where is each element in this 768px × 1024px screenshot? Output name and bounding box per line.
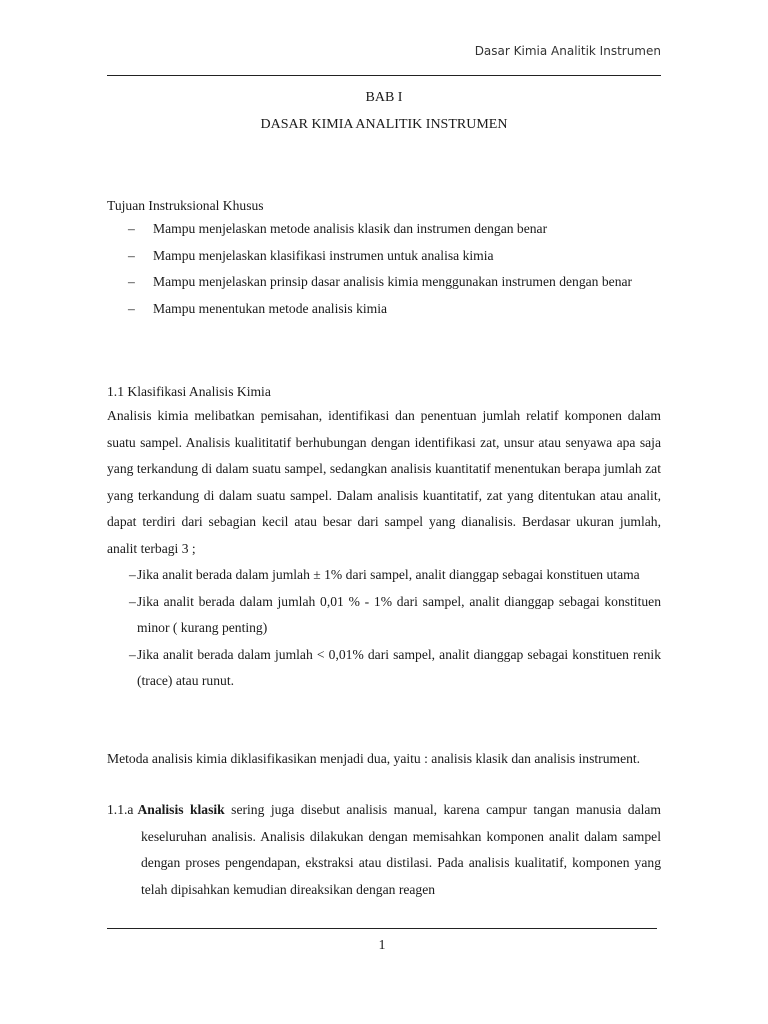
dash-marker: – bbox=[129, 646, 136, 662]
objective-text: Mampu menentukan metode analisis kimia bbox=[153, 300, 388, 316]
footer-rule bbox=[107, 928, 657, 929]
analyte-class-item bbox=[107, 589, 661, 642]
chapter-title: DASAR KIMIA ANALITIK INSTRUMEN bbox=[260, 117, 508, 132]
dash-marker: – bbox=[128, 221, 135, 236]
header-rule bbox=[107, 75, 661, 76]
analyte-class-text: Jika analit berada dalam jumlah ± 1% dari sampel, analit dianggap sebagai konstituen utama bbox=[137, 567, 640, 582]
dash-marker: – bbox=[128, 274, 135, 289]
method-paragraph: Metoda analisis kimia diklasifikasikan menjadi dua, yaitu : analisis klasik dan analisis instrument. bbox=[107, 751, 641, 766]
analyte-class-item bbox=[107, 642, 661, 695]
objective-text: Mampu menjelaskan metode analisis klasik dan instrumen dengan benar bbox=[153, 221, 548, 236]
objective-item bbox=[107, 296, 661, 323]
dash-marker: – bbox=[128, 247, 135, 263]
dash-marker: – bbox=[128, 300, 135, 316]
item-term: Analisis klasik bbox=[137, 802, 225, 817]
page-number: 1 bbox=[378, 938, 386, 953]
item-text: sering juga disebut analisis manual, karena campur tangan manusia dalam keseluruhan analisis. Analisis dilakukan dengan memisahkan komponen analit dalam sampel dengan proses pengendapan, ekstraksi atau distilasi. Pada analisis kualitatif, komponen yang telah dipisahkan kemudian direaksikan dengan reagen bbox=[141, 802, 661, 897]
chapter-number: BAB I bbox=[365, 90, 403, 105]
item-number: 1.1.a bbox=[107, 802, 134, 817]
dash-marker: – bbox=[129, 567, 136, 582]
analyte-class-item bbox=[107, 562, 661, 589]
dash-marker: – bbox=[129, 593, 136, 609]
running-header: Dasar Kimia Analitik Instrumen bbox=[474, 44, 661, 58]
objective-item bbox=[107, 269, 661, 296]
objectives-list bbox=[107, 216, 661, 322]
objectives-heading: Tujuan Instruksional Khusus bbox=[107, 198, 264, 213]
objective-text: Mampu menjelaskan klasifikasi instrumen untuk analisa kimia bbox=[153, 247, 494, 263]
analyte-classes-list bbox=[107, 562, 661, 695]
objective-text: Mampu menjelaskan prinsip dasar analisis kimia menggunakan instrumen dengan benar bbox=[153, 274, 633, 289]
analyte-class-text: Jika analit berada dalam jumlah 0,01 % - 1% dari sampel, analit dianggap sebagai konstituen minor ( kurang penting) bbox=[137, 593, 661, 635]
section-paragraph: Analisis kimia melibatkan pemisahan, identifikasi dan penentuan jumlah relatif komponen dalam suatu sampel. Analisis kualititatif berhubungan dengan identifikasi zat, unsur atau senyawa apa saja yang terkandung di dalam suatu sampel, sedangkan analisis kuantitatif menentukan berapa jumlah zat yang terkandung di dalam suatu sampel. Dalam analisis kuantitatif, zat yang ditentukan atau analit, dapat terdiri dari sebagian kecil atau besar dari sampel yang dianalisis. Berdasar ukuran jumlah, analit terbagi 3 ; bbox=[107, 408, 661, 556]
objective-item bbox=[107, 216, 661, 243]
objective-item bbox=[107, 243, 661, 270]
analyte-class-text: Jika analit berada dalam jumlah < 0,01% dari sampel, analit dianggap sebagai konstituen renik (trace) atau runut. bbox=[137, 646, 661, 688]
classic-analysis-paragraph bbox=[107, 797, 661, 903]
section-heading: 1.1 Klasifikasi Analisis Kimia bbox=[107, 384, 271, 399]
